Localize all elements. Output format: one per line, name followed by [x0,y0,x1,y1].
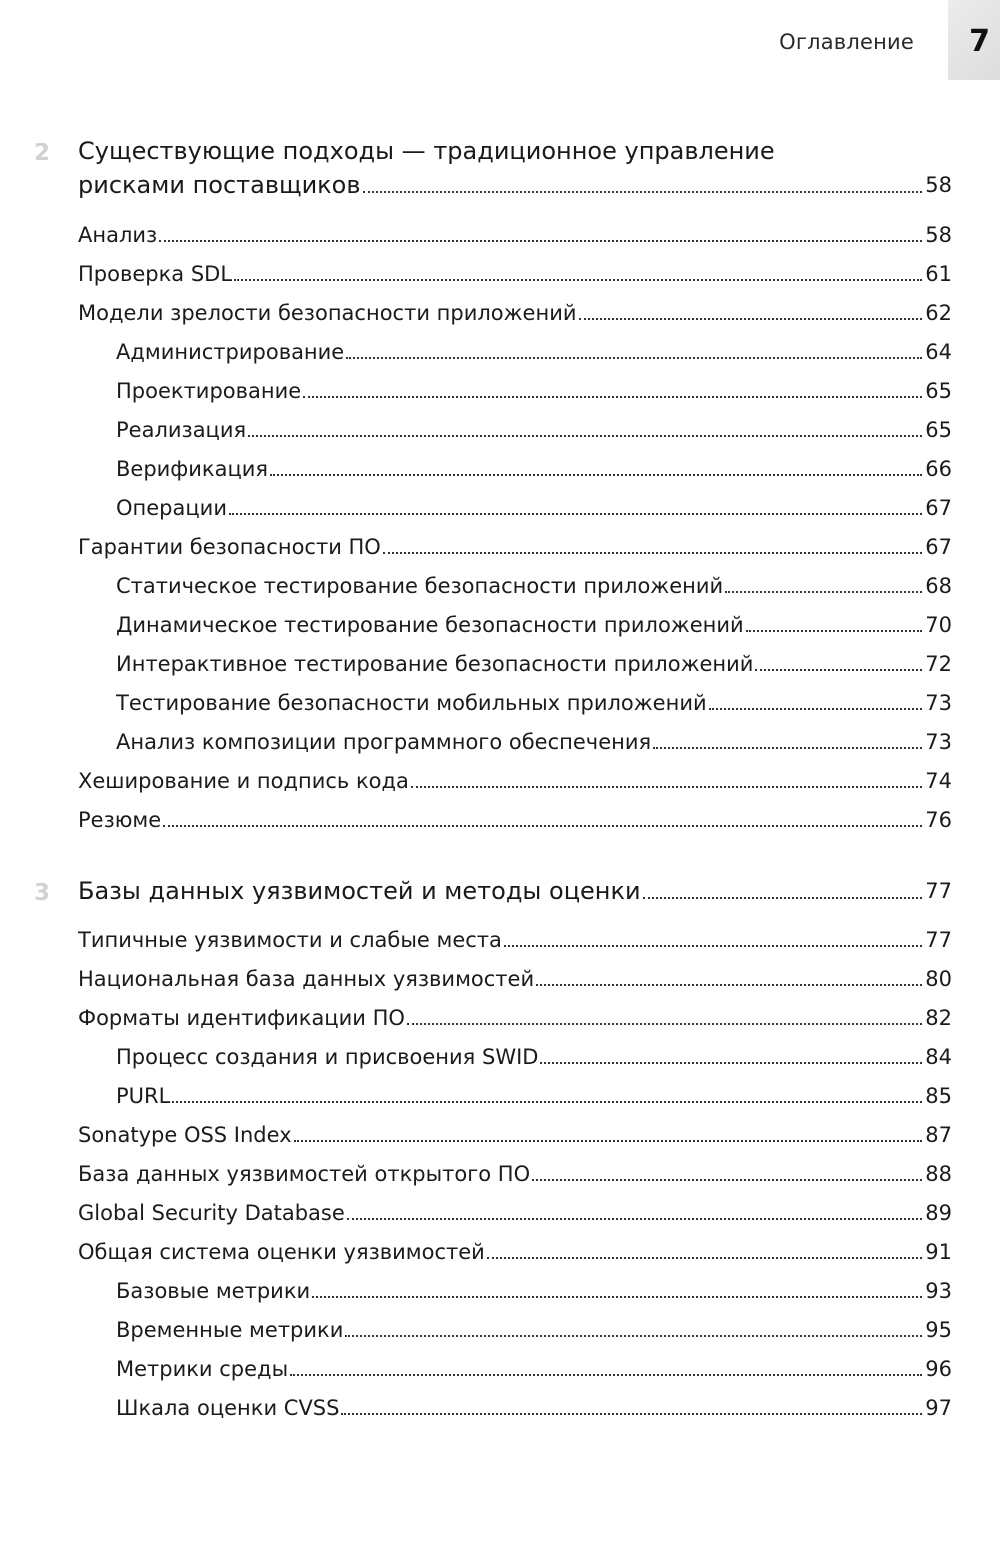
toc-entry-page: 77 [925,928,952,952]
toc-entry-page: 66 [925,457,952,481]
toc-entry-label: База данных уязвимостей открытого ПО [78,1162,531,1186]
chapter-title-line [78,168,952,202]
dot-leader [234,279,922,281]
chapter-number: 3 [33,880,50,906]
toc-entry-label: Операции [116,496,227,520]
dot-leader [172,1101,922,1103]
toc-entry-page: 73 [925,691,952,715]
dot-leader [294,1140,923,1142]
toc-entry-page: 67 [925,496,952,520]
toc-entry-page: 74 [925,769,952,793]
toc-entry[interactable] [78,259,952,289]
toc-entry-page: 82 [925,1006,952,1030]
toc-entry-label: Резюме [78,808,162,832]
toc-entry-page: 58 [925,223,952,247]
toc-entry[interactable] [78,766,952,796]
dot-leader [159,240,922,242]
toc-entry[interactable] [78,298,952,328]
toc-entry-label: Модели зрелости безопасности приложений [78,301,577,325]
toc-entry-label: Администрирование [116,340,345,364]
toc-entry[interactable] [116,688,952,718]
dot-leader [540,1062,922,1064]
page-number-tab [948,0,1000,80]
toc-entry-page: 93 [925,1279,952,1303]
toc-entry-label: Временные метрики [116,1318,344,1342]
chapter-title-line: Существующие подходы — традиционное управление [78,137,775,165]
toc-entry-page: 85 [925,1084,952,1108]
toc-entry-label: Тестирование безопасности мобильных приложений [116,691,707,715]
chapter-page: 77 [925,879,952,903]
chapter-page: 58 [925,173,952,197]
toc-entry[interactable] [116,1393,952,1423]
dot-leader [229,513,922,515]
toc-entry-label: Базовые метрики [116,1279,311,1303]
toc-entry-page: 87 [925,1123,952,1147]
chapter-number: 2 [33,140,50,166]
chapter-title-text: рисками поставщиков [78,171,361,199]
toc-entry[interactable] [78,1120,952,1150]
chapter-title-text: Базы данных уязвимостей и методы оценки [78,877,641,905]
dot-leader [487,1257,922,1259]
dot-leader [709,708,923,710]
dot-leader [579,318,923,320]
toc-entry-label: Реализация [116,418,247,442]
dot-leader [363,191,923,193]
dot-leader [346,357,922,359]
toc-entry[interactable] [78,220,952,250]
dot-leader [345,1335,922,1337]
toc-entry-page: 97 [925,1396,952,1420]
dot-leader [643,897,923,899]
toc-entry-page: 64 [925,340,952,364]
toc-entry-label: Sonatype OSS Index [78,1123,292,1147]
toc-entry-label: Global Security Database [78,1201,345,1225]
chapter-title[interactable] [78,874,952,908]
toc-entry[interactable] [116,610,952,640]
toc-entry[interactable] [78,532,952,562]
page-number: 7 [969,24,990,59]
toc-entry-page: 62 [925,301,952,325]
toc-entry[interactable] [116,1081,952,1111]
toc-entry[interactable] [78,805,952,835]
toc-entry-page: 72 [925,652,952,676]
toc-entry-page: 70 [925,613,952,637]
toc-entry-label: Анализ композиции программного обеспечения [116,730,652,754]
toc-entry-page: 95 [925,1318,952,1342]
toc-entry-page: 91 [925,1240,952,1264]
dot-leader [532,1179,922,1181]
chapter-title-line [78,874,952,908]
toc-entry-label: Процесс создания и присвоения SWID [116,1045,539,1069]
dot-leader [504,945,922,947]
dot-leader [536,984,922,986]
toc-entry[interactable] [78,1198,952,1228]
toc-entry-page: 96 [925,1357,952,1381]
toc-entry[interactable] [78,1237,952,1267]
toc-entry-page: 73 [925,730,952,754]
dot-leader [290,1374,922,1376]
toc-entry-label: Шкала оценки CVSS [116,1396,340,1420]
toc-entry-page: 76 [925,808,952,832]
toc-entry-page: 61 [925,262,952,286]
toc-entry[interactable] [116,1042,952,1072]
toc-entry[interactable] [116,1315,952,1345]
toc-entry-label: Верификация [116,457,269,481]
dot-leader [163,825,922,827]
toc-entry-page: 68 [925,574,952,598]
toc-entry[interactable] [116,376,952,406]
toc-entry[interactable] [116,727,952,757]
toc-entry-label: Анализ [78,223,158,247]
dot-leader [383,552,922,554]
toc-entry-label: Национальная база данных уязвимостей [78,967,535,991]
toc-entry-label: Проверка SDL [78,262,233,286]
chapter-title[interactable] [78,134,952,202]
toc-entry-page: 80 [925,967,952,991]
toc-entry-label: PURL [116,1084,171,1108]
toc-entry[interactable] [78,1159,952,1189]
toc-entry-label: Типичные уязвимости и слабые места [78,928,502,952]
toc-entry-label: Форматы идентификации ПО [78,1006,405,1030]
dot-leader [270,474,922,476]
toc-entry-page: 89 [925,1201,952,1225]
dot-leader [653,747,922,749]
dot-leader [303,396,922,398]
toc-entry[interactable] [78,964,952,994]
dot-leader [746,630,923,632]
dot-leader [407,1023,922,1025]
toc-entry[interactable] [116,649,952,679]
toc-entry[interactable] [116,454,952,484]
toc-entry-label: Статическое тестирование безопасности приложений [116,574,724,598]
dot-leader [725,591,922,593]
toc-entry[interactable] [116,337,952,367]
toc-entry[interactable] [116,571,952,601]
dot-leader [755,669,922,671]
toc-entry-label: Метрики среды [116,1357,289,1381]
toc-entry-page: 84 [925,1045,952,1069]
toc-entry[interactable] [78,1003,952,1033]
toc-entry[interactable] [78,925,952,955]
toc-entry-label: Хеширование и подпись кода [78,769,409,793]
toc-entry[interactable] [116,1354,952,1384]
toc-entry-page: 67 [925,535,952,559]
toc-entry[interactable] [116,415,952,445]
dot-leader [411,786,922,788]
toc-entry-label: Интерактивное тестирование безопасности приложений [116,652,754,676]
toc-entry[interactable] [116,493,952,523]
toc-entry-page: 88 [925,1162,952,1186]
dot-leader [312,1296,922,1298]
toc-entry-label: Динамическое тестирование безопасности приложений [116,613,744,637]
dot-leader [341,1413,922,1415]
toc-entry-label: Гарантии безопасности ПО [78,535,381,559]
running-header-title: Оглавление [779,30,914,54]
dot-leader [347,1218,922,1220]
toc-entry-label: Общая система оценки уязвимостей [78,1240,485,1264]
toc-entry-page: 65 [925,418,952,442]
toc-entry-page: 65 [925,379,952,403]
dot-leader [248,435,922,437]
toc-entry-label: Проектирование [116,379,302,403]
toc-entry[interactable] [116,1276,952,1306]
